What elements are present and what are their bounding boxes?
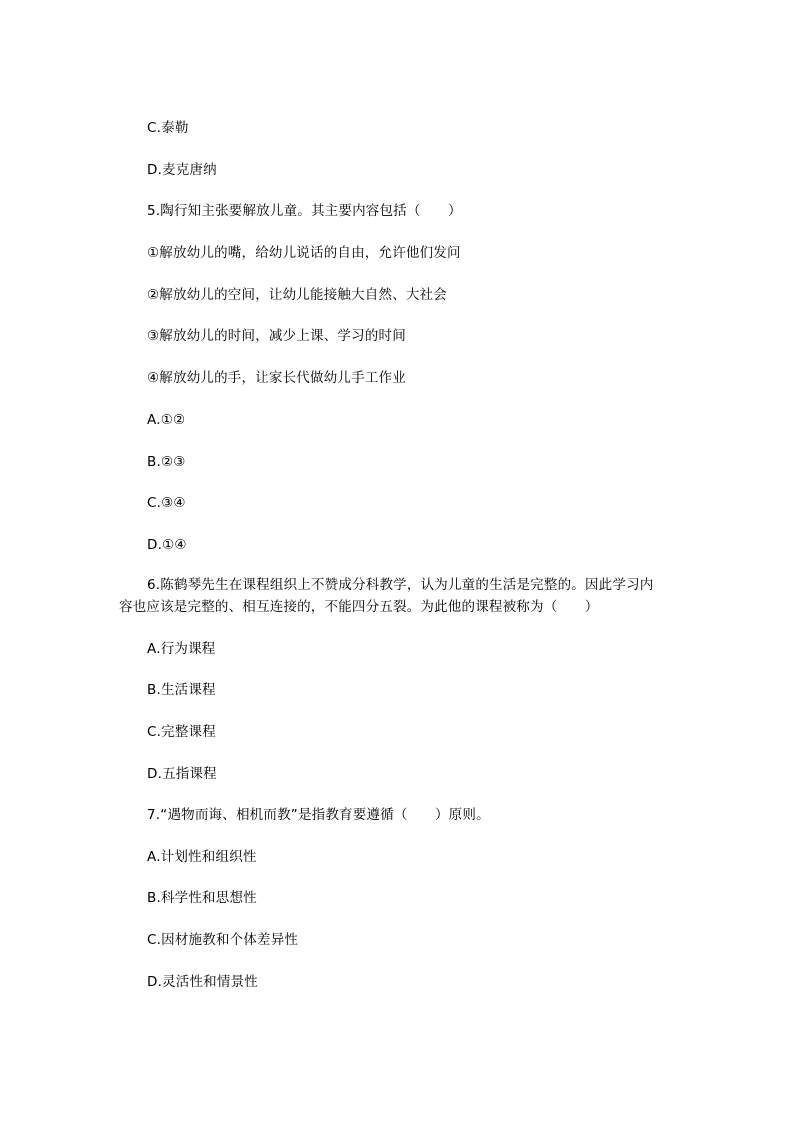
q6-option-d: D.五指课程 (147, 766, 217, 782)
q5-option-d: D.①④ (147, 537, 187, 553)
q7-option-b: B.科学性和思想性 (147, 890, 257, 906)
question-7: 7.“遇物而诲、相机而教”是指教育要遵循（ ）原则。 (147, 807, 490, 823)
q5-option-a: A.①② (147, 412, 186, 428)
q5-option-c: C.③④ (147, 495, 186, 511)
q5-option-b: B.②③ (147, 454, 186, 470)
question-6 (119, 574, 679, 618)
question-6-line-1: 6.陈鹤琴先生在课程组织上不赞成分科教学，认为儿童的生活是完整的。因此学习内 (147, 577, 654, 593)
q5-statement-3: ③解放幼儿的时间，减少上课、学习的时间 (147, 328, 406, 344)
question-5: 5.陶行知主张要解放儿童。其主要内容包括（ ） (147, 203, 462, 219)
option-d-prev: D.麦克唐纳 (147, 162, 217, 178)
question-6-line-2: 容也应该是完整的、相互连接的，不能四分五裂。为此他的课程被称为（ ） (119, 599, 599, 615)
q6-option-c: C.完整课程 (147, 724, 216, 740)
q5-statement-2: ②解放幼儿的空间，让幼儿能接触大自然、大社会 (147, 287, 448, 303)
option-c-prev: C.泰勒 (147, 120, 189, 136)
q7-option-c: C.因材施教和个体差异性 (147, 932, 299, 948)
q5-statement-4: ④解放幼儿的手，让家长代做幼儿手工作业 (147, 370, 406, 386)
q7-option-a: A.计划性和组织性 (147, 849, 257, 865)
q6-option-b: B.生活课程 (147, 682, 216, 698)
q5-statement-1: ①解放幼儿的嘴，给幼儿说话的自由，允许他们发问 (147, 245, 461, 261)
q6-option-a: A.行为课程 (147, 641, 216, 657)
q7-option-d: D.灵活性和情景性 (147, 974, 258, 990)
